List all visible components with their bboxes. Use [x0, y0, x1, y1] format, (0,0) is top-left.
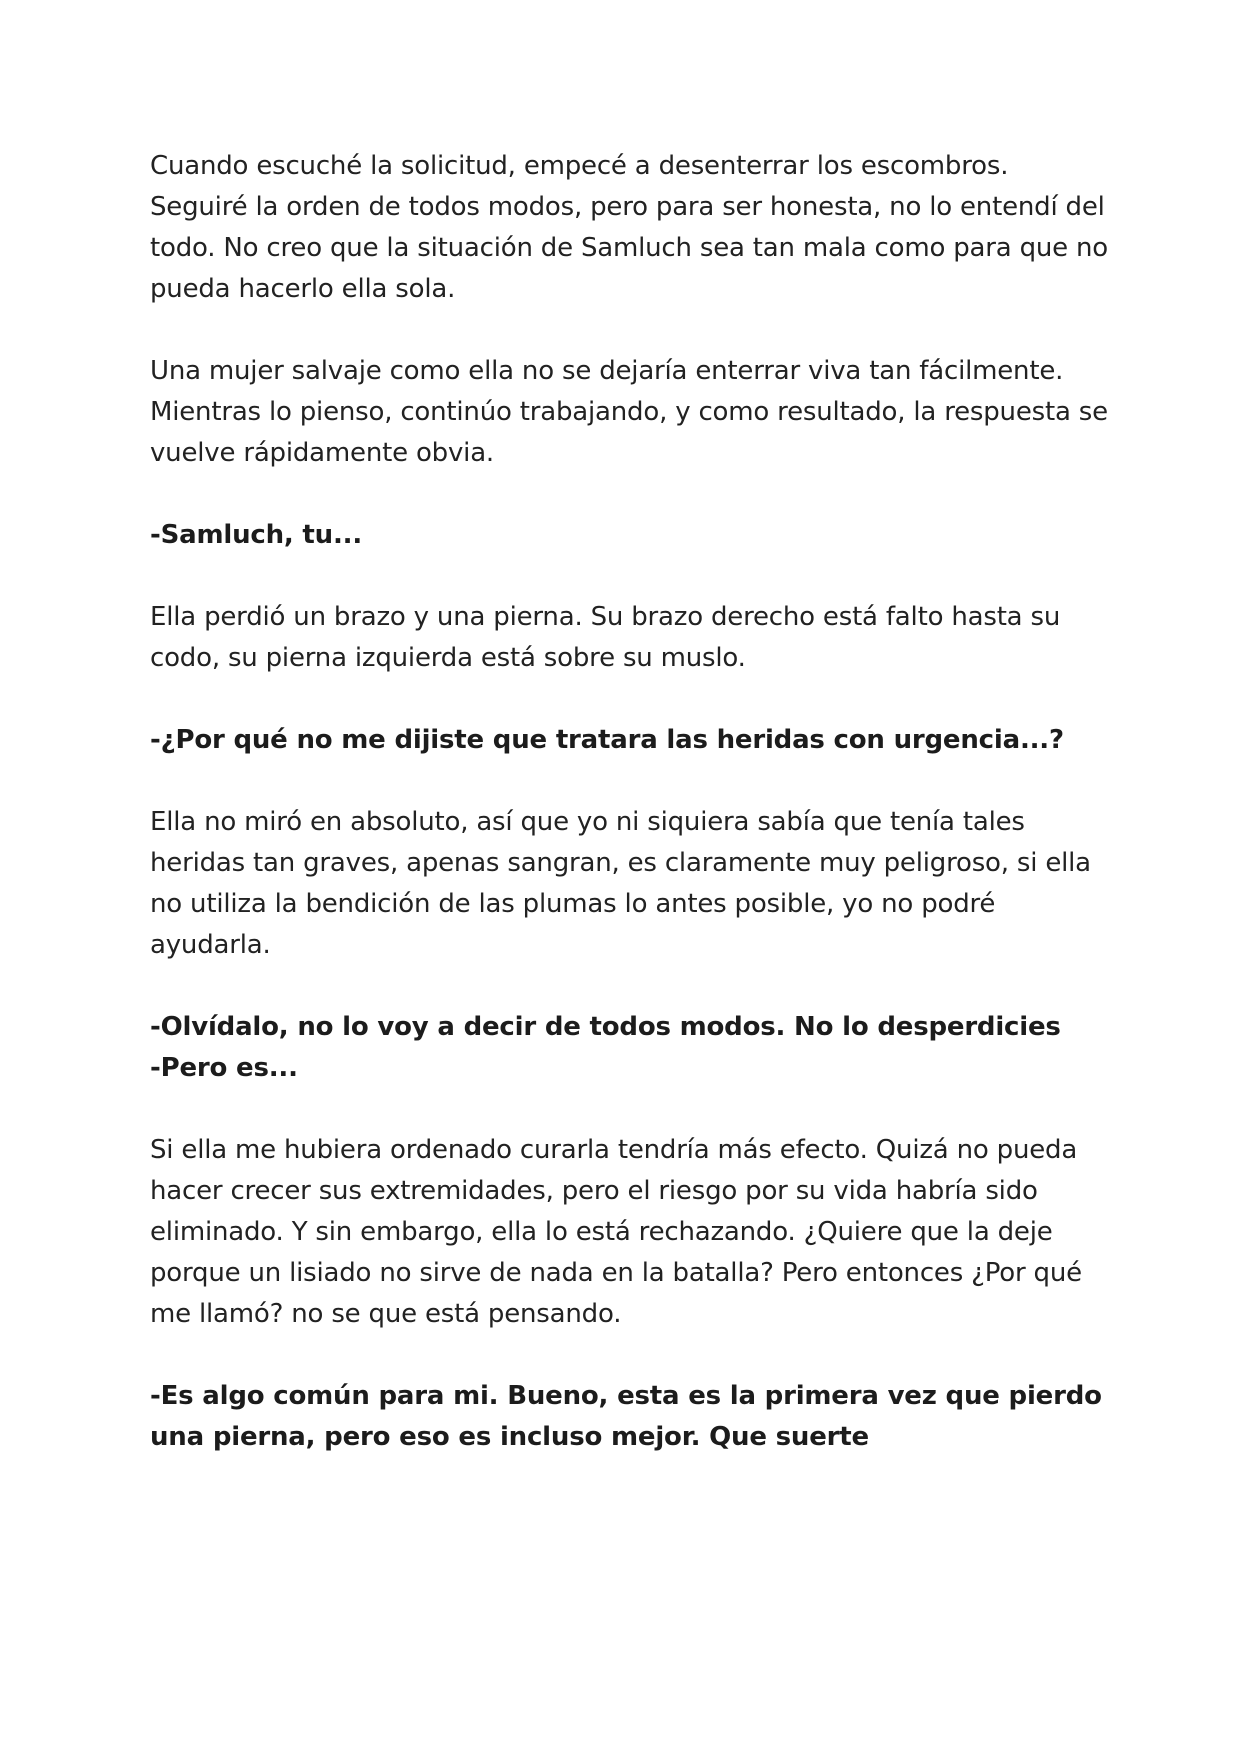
dialogue-group	[150, 1007, 1110, 1089]
paragraph-3: Ella perdió un brazo y una pierna. Su brazo derecho está falto hasta su codo, su pierna izquierda está sobre su muslo.	[150, 602, 1061, 673]
dialogue-line-1: -Samluch, tu...	[150, 520, 362, 550]
paragraph-2: Una mujer salvaje como ella no se dejaría enterrar viva tan fácilmente. Mientras lo pienso, continúo trabajando, y como resultado, la respuesta se vuelve rápidamente obvia.	[150, 356, 1108, 468]
dialogue-line-2: -¿Por qué no me dijiste que tratara las heridas con urgencia...?	[150, 725, 1064, 755]
paragraph-4: Ella no miró en absoluto, así que yo ni siquiera sabía que tenía tales heridas tan graves, apenas sangran, es claramente muy peligroso, si ella no utiliza la bendición de las plumas lo antes posible, yo no podré ayudarla.	[150, 807, 1091, 960]
paragraph-5: Si ella me hubiera ordenado curarla tendría más efecto. Quizá no pueda hacer crecer sus extremidades, pero el riesgo por su vida habría sido eliminado. Y sin embargo, ella lo está rechazando. ¿Quiere que la deje porque un lisiado no sirve de nada en la batalla? Pero entonces ¿Por qué me llamó? no se que está pensando.	[150, 1135, 1082, 1329]
document-body	[150, 146, 1110, 1499]
dialogue-line-5: -Es algo común para mi. Bueno, esta es la primera vez que pierdo una pierna, pero eso es incluso mejor. Que suerte	[150, 1381, 1102, 1452]
paragraph-1: Cuando escuché la solicitud, empecé a desenterrar los escombros. Seguiré la orden de todos modos, pero para ser honesta, no lo entendí del todo. No creo que la situación de Samluch sea tan mala como para que no pueda hacerlo ella sola.	[150, 151, 1109, 304]
dialogue-line-4: -Pero es...	[150, 1053, 298, 1083]
dialogue-line-3: -Olvídalo, no lo voy a decir de todos modos. No lo desperdicies	[150, 1012, 1061, 1042]
